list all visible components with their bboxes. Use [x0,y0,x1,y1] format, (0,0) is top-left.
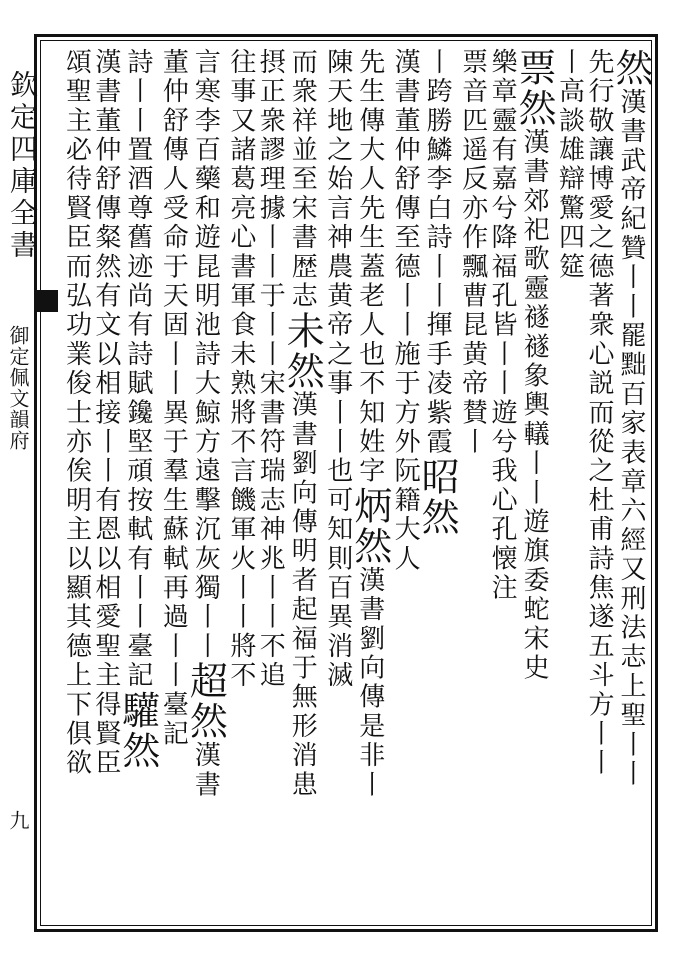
headword: 未 [280,310,325,351]
text-run: 陳天地之始言神農黄帝之事丨丨也 [322,48,353,486]
text-run: 漢書 [190,741,221,800]
text-column [583,48,612,916]
headword: 票 [512,48,557,88]
text-column [608,48,653,916]
text-body [60,48,653,920]
text-column [183,48,228,916]
headword: 炳 [347,486,392,526]
text-column [224,48,256,916]
text-run: 丨高談雄 [554,48,585,165]
headword: 然 [415,496,460,537]
text-run: 摂正衆謬理據丨丨 [255,48,286,282]
text-run: 先生傳大人先生蓋老人也不知姓字 [354,48,385,486]
text-run: 票音匹遥反亦作飄曹昆黄帝賛丨 [457,48,488,457]
text-column [280,48,325,916]
book-title: 欽定四庫全書 [6,70,39,262]
headword: 然 [183,701,228,742]
text-run: 漢書董仲舒傳粲然有文以相接丨丨有恩以相愛聖主得賢臣 [90,48,121,778]
text-run: 漢書劉向傳明者起福于無形消患 [287,390,318,800]
page-number: 九 [6,810,30,832]
text-run: 樂章靈有嘉兮降福孔皆丨丨遊兮我心孔懐注 [487,48,518,603]
text-run: 丨跨勝鱗李白詩丨丨揮手凌紫霞 [422,48,453,457]
fish-tail-mark [36,290,58,312]
text-column [115,48,160,916]
text-column [415,48,460,916]
text-run: 往事又諸葛亮心書軍食未熟將不言饑軍火丨丨將不 [225,48,256,691]
text-column [157,48,189,916]
text-run: 言寒李百藥和遊昆明池詩大鯨方遠擊沉灰獨丨丨 [190,48,221,662]
text-column [254,48,286,916]
text-run: 而衆祥並至宋書歴志 [287,48,318,311]
headword: 然 [512,88,557,128]
headword: 昭 [415,456,460,497]
text-column [321,48,353,916]
text-column [347,48,392,916]
text-run: 漢書董仲舒傳至德丨丨施于方外阮籍大人 [390,48,421,574]
text-column [486,48,518,916]
text-column [89,48,121,916]
text-run: 頌聖主必待賢臣而弘功業俊士亦俟明主以顯其德上下俱欲 [61,48,92,778]
text-column [60,48,92,916]
text-run: 詩丨丨置酒尊舊迹尚有詩賦鑱堅頑按軾有丨丨臺記 [122,48,153,691]
text-run: 可知則百異消滅 [322,486,353,691]
book-subtitle: 御定佩文韻府 [6,325,30,451]
page-margin [0,40,58,926]
text-run: 于丨丨宋書符瑞志神兆丨丨不追 [255,281,286,691]
text-column [456,48,488,916]
text-run: 漢書郊祀歌靈禭禭象輿轙丨丨遊旗委蛇宋史 [519,128,550,683]
text-column [512,48,557,916]
text-column [553,48,585,916]
headword: 然 [280,350,325,391]
text-run: 辯驚四筵 [554,164,585,282]
text-run: 先行敬讓博愛之德著衆心説而從之杜甫詩焦遂五斗方丨丨 [583,48,614,778]
headword: 然 [347,526,392,566]
headword: 驩 [115,690,160,731]
headword: 超 [183,661,228,702]
text-column [389,48,421,916]
headword: 然 [115,730,160,771]
text-run: 漢書武帝紀贊丨丨罷黜百家表章六經又刑法志上聖丨丨 [615,88,646,789]
headword: 然 [608,48,653,88]
text-run: 漢書劉向傳是非丨 [354,566,385,800]
text-run: 董仲舒傳人受命于天固丨丨異于羣生蘇軾再過丨丨臺記 [158,48,189,749]
